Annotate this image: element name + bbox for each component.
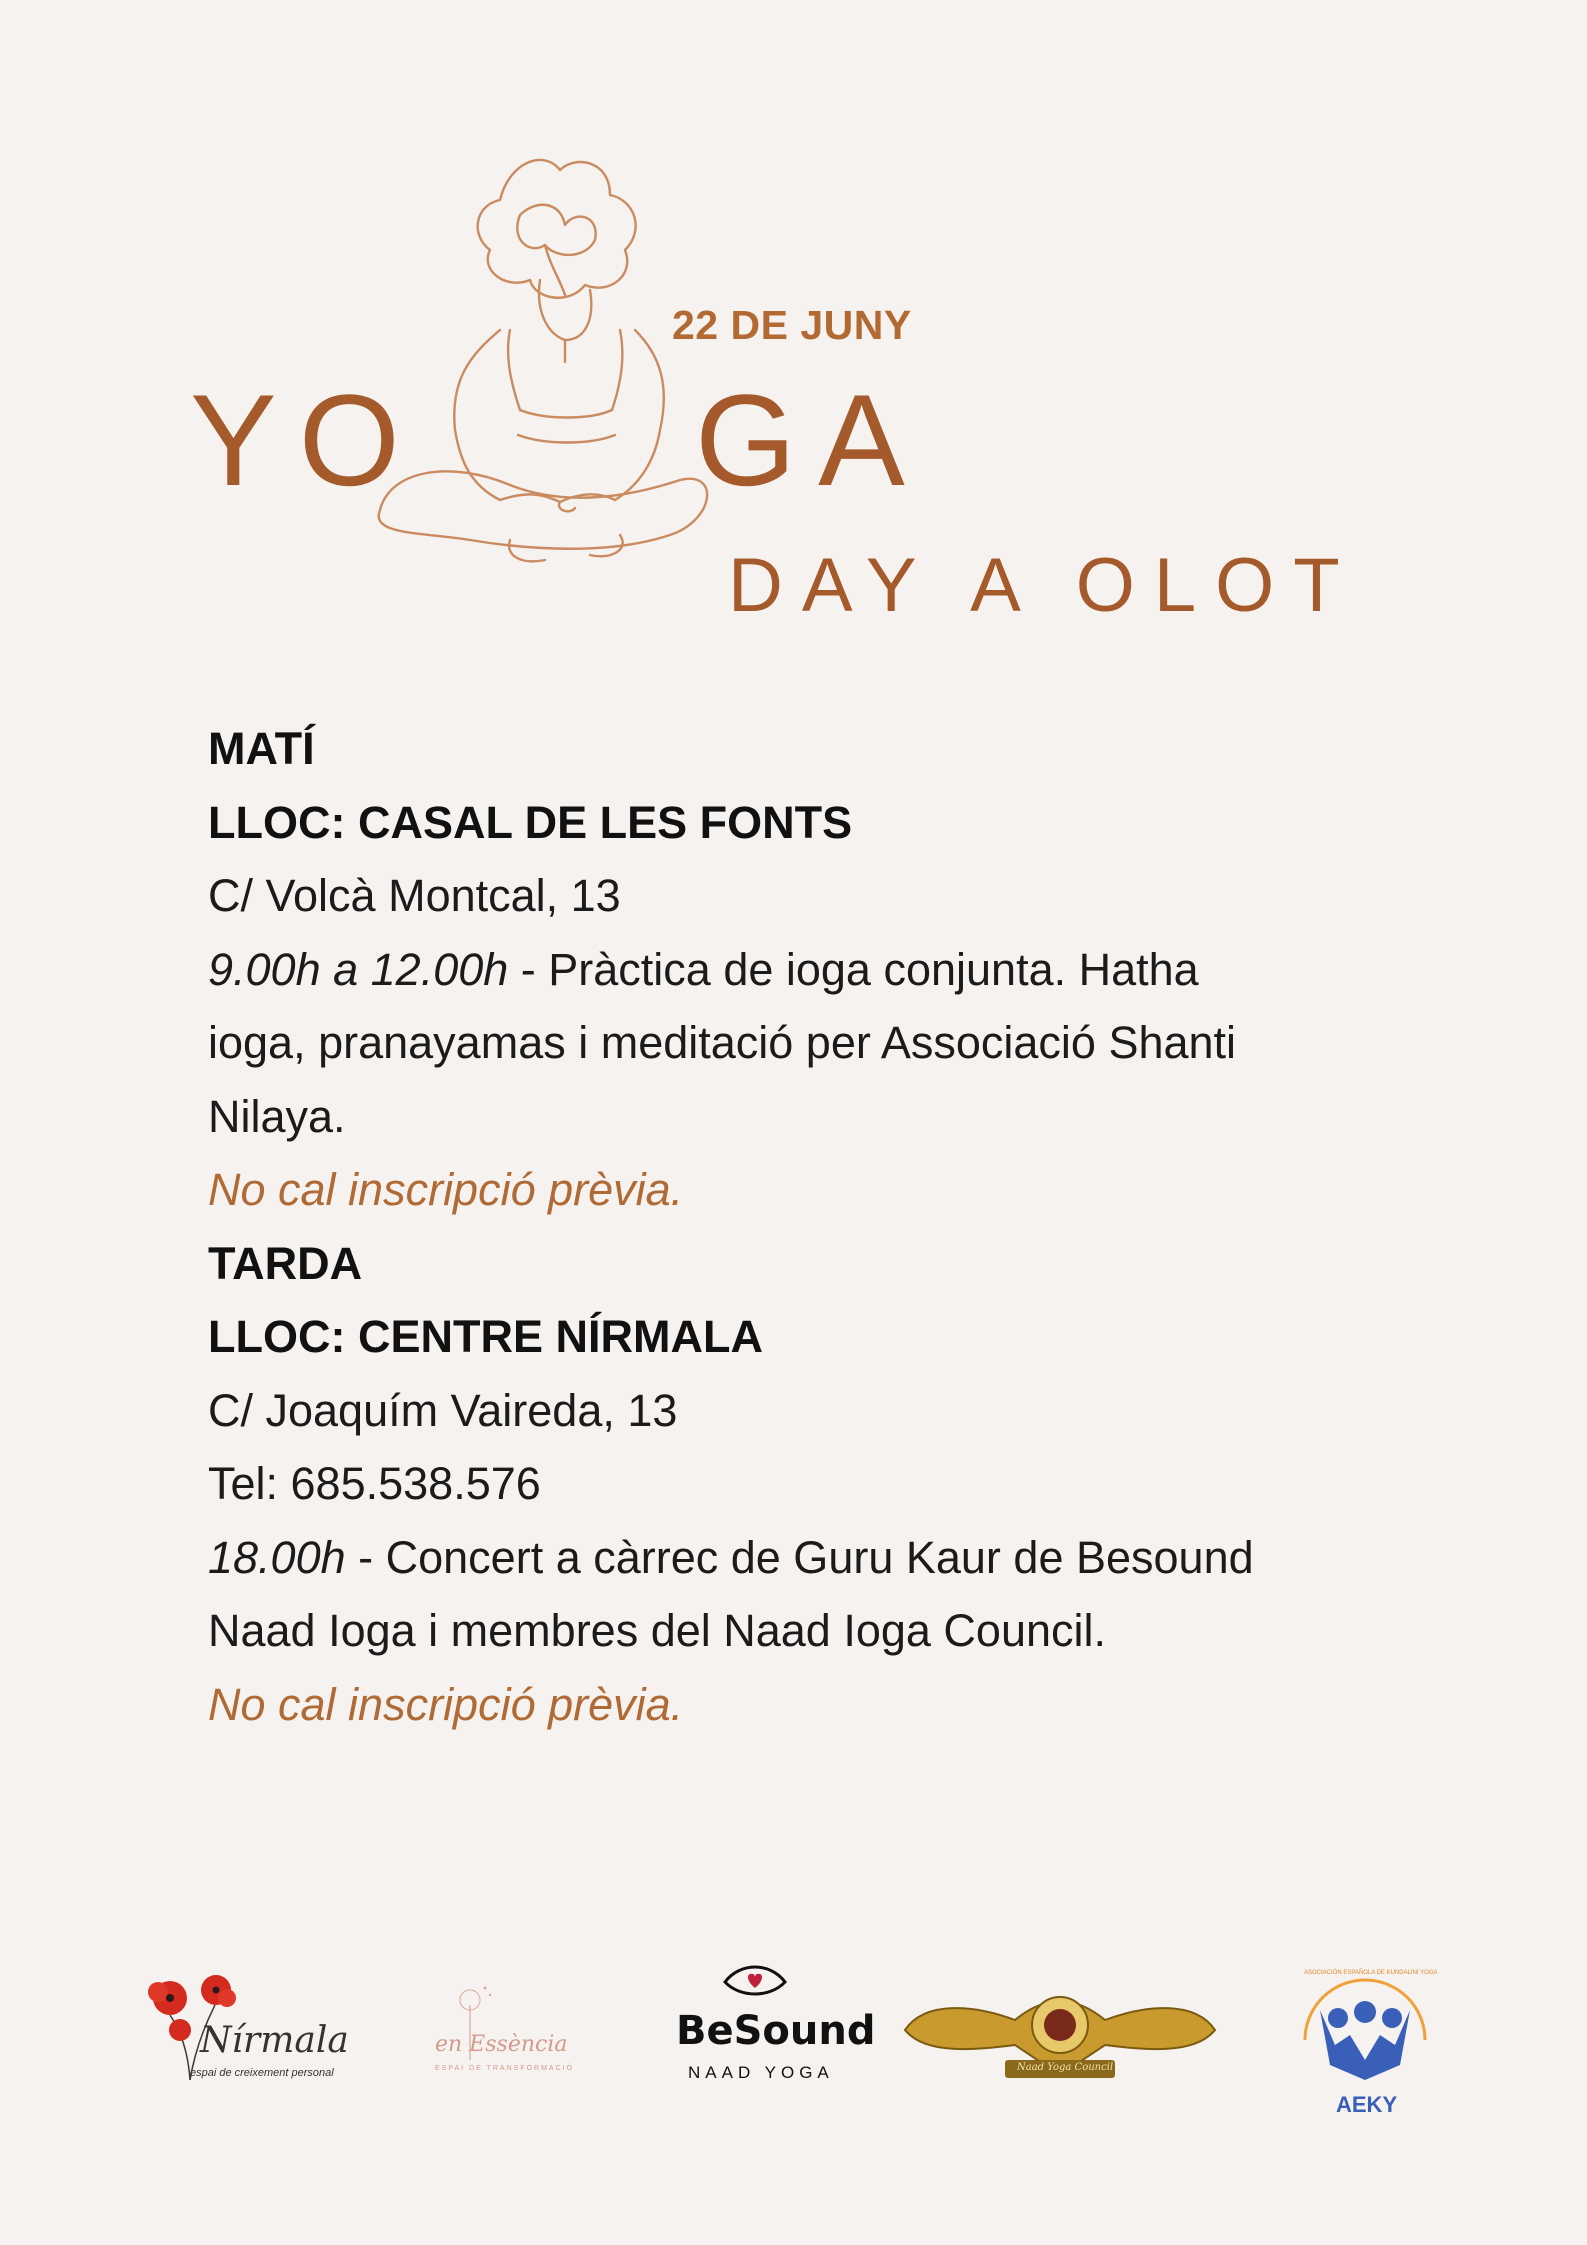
event-date: 22 DE JUNY [672, 302, 912, 348]
aeky-people-icon [1290, 1960, 1440, 2100]
title-subtitle: DAY A OLOT [728, 543, 1359, 628]
afternoon-place: LLOC: CENTRE NÍRMALA [208, 1311, 763, 1362]
title-ga: GA [695, 367, 927, 513]
morning-description-text: - Pràctica de ioga conjunta. Hatha [508, 943, 1199, 995]
morning-description-1 [208, 933, 1508, 1007]
schedule [208, 712, 1508, 1741]
nirmala-logo [140, 1950, 380, 2110]
naad-yoga-council-logo [895, 1980, 1225, 2100]
eye-heart-icon [720, 1960, 790, 2000]
besound-name: BeSound [676, 2008, 876, 2054]
afternoon-description-1 [208, 1521, 1508, 1595]
morning-description-3: Nilaya. [208, 1090, 346, 1142]
morning-note: No cal inscripció prèvia. [208, 1164, 684, 1215]
poster-header [0, 0, 1587, 680]
aeky-name: AEKY [1336, 2092, 1398, 2117]
afternoon-description-2: Naad Ioga i membres del Naad Ioga Council. [208, 1605, 1107, 1656]
morning-place: LLOC: CASAL DE LES FONTS [208, 796, 853, 848]
afternoon-heading: TARDA [208, 1237, 363, 1289]
sponsor-logos [0, 1950, 1587, 2130]
besound-logo [670, 1960, 876, 2110]
enessencia-logo [430, 1980, 610, 2110]
morning-description-2: ioga, pranayamas i meditació per Associació Shanti [208, 1017, 1237, 1068]
afternoon-time: 18.00h [208, 1531, 346, 1583]
afternoon-description-text: - Concert a càrrec de Guru Kaur de Besound [345, 1531, 1254, 1583]
meditating-woman-illustration [360, 140, 720, 590]
council-name: Naad Yoga Council [1017, 2062, 1114, 2073]
morning-heading: MATÍ [208, 723, 315, 774]
afternoon-phone: Tel: 685.538.576 [208, 1458, 541, 1509]
title-yo: YO [190, 367, 422, 513]
morning-address: C/ Volcà Montcal, 13 [208, 870, 621, 921]
afternoon-address: C/ Joaquím Vaireda, 13 [208, 1384, 678, 1436]
morning-time: 9.00h a 12.00h [208, 943, 509, 995]
enessencia-name: en Essència [435, 2032, 568, 2057]
aeky-arc-text: ASOCIACIÓN ESPAÑOLA DE KUNDALINI YOGA [1304, 1970, 1438, 1976]
nirmala-name: Nírmala [200, 2020, 349, 2061]
enessencia-tagline: ESPAI DE TRANSFORMACIÓ [435, 2065, 575, 2072]
nirmala-tagline: espai de creixement personal [190, 2067, 334, 2079]
besound-tagline: NAAD YOGA [688, 2063, 834, 2082]
afternoon-note: No cal inscripció prèvia. [208, 1678, 684, 1730]
aeky-logo [1290, 1960, 1440, 2120]
gold-crest-icon [895, 1980, 1225, 2100]
